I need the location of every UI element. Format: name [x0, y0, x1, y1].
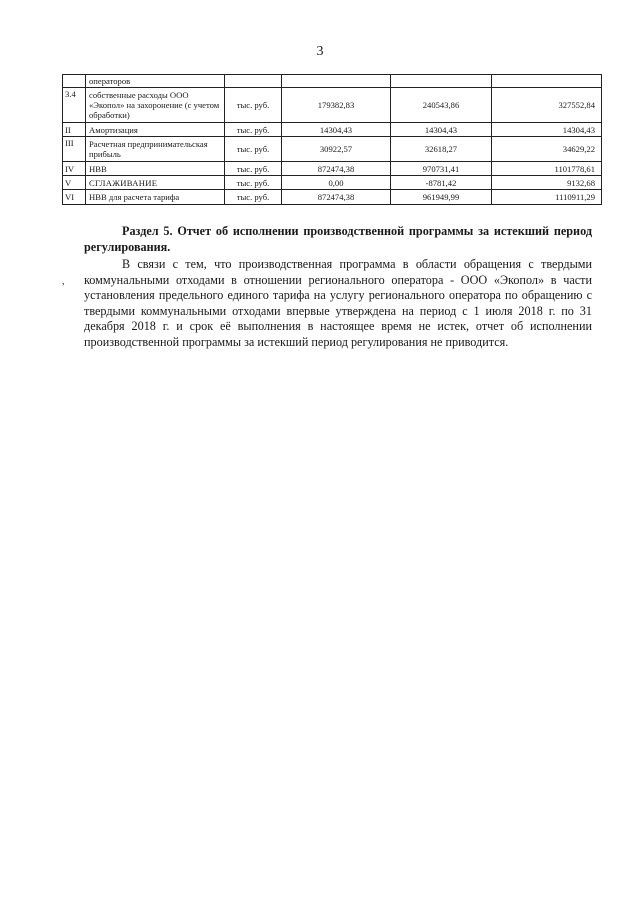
row-unit: тыс. руб.	[225, 162, 282, 176]
row-value-3	[492, 75, 602, 88]
table-row	[63, 137, 602, 162]
row-name: операторов	[86, 75, 225, 88]
row-value-2	[391, 75, 492, 88]
row-name: НВВ	[86, 162, 225, 176]
row-value-1: 872474,38	[282, 162, 391, 176]
row-unit: тыс. руб.	[225, 137, 282, 162]
page-number: 3	[316, 44, 324, 59]
margin-mark: ,	[62, 276, 65, 287]
row-number: V	[63, 176, 86, 190]
row-value-1: 0,00	[282, 176, 391, 190]
row-value-1: 872474,38	[282, 190, 391, 205]
tariff-table	[62, 74, 602, 205]
table-row	[63, 88, 602, 123]
table-row	[63, 176, 602, 190]
section-body: В связи с тем, что производственная программа в области обращения с твердыми коммунальными отходами в отношении регионального оператора - ООО «Экопол» в части установления предельного единого тарифа на услугу регионального оператора по обращению с твердыми коммунальными отходами впервые утверждена на период с 1 июля 2018 г. по 31 декабря 2018 г. и срок её выполнения в настоящее время не истек, отчет об исполнении производственной программы за истекший период регулирования не приводится.	[84, 257, 592, 349]
row-value-1: 30922,57	[282, 137, 391, 162]
row-value-3: 34629,22	[492, 137, 602, 162]
row-value-3: 14304,43	[492, 123, 602, 137]
row-number: III	[63, 137, 86, 162]
row-value-2: 961949,99	[391, 190, 492, 205]
row-value-1: 179382,83	[282, 88, 391, 123]
row-unit: тыс. руб.	[225, 88, 282, 123]
section-heading: Раздел 5. Отчет об исполнении производственной программы за истекший период регулирования.	[84, 224, 592, 254]
row-value-1	[282, 75, 391, 88]
row-name: Расчетная предпринимательская прибыль	[86, 137, 225, 162]
row-value-3: 1110911,29	[492, 190, 602, 205]
row-name: НВВ для расчета тарифа	[86, 190, 225, 205]
table-row	[63, 162, 602, 176]
section-5	[84, 224, 592, 350]
row-name: собственные расходы ООО «Экопол» на захоронение (с учетом обработки)	[86, 88, 225, 123]
row-value-3: 327552,84	[492, 88, 602, 123]
row-unit: тыс. руб.	[225, 123, 282, 137]
row-number: VI	[63, 190, 86, 205]
row-value-2: 32618,27	[391, 137, 492, 162]
row-value-2: 14304,43	[391, 123, 492, 137]
table-row	[63, 123, 602, 137]
row-value-2: -8781,42	[391, 176, 492, 190]
table-row	[63, 75, 602, 88]
row-name: СГЛАЖИВАНИЕ	[86, 176, 225, 190]
row-unit	[225, 75, 282, 88]
row-value-2: 240543,86	[391, 88, 492, 123]
row-value-3: 1101778,61	[492, 162, 602, 176]
row-number: II	[63, 123, 86, 137]
row-number	[63, 75, 86, 88]
row-value-3: 9132,68	[492, 176, 602, 190]
row-number: IV	[63, 162, 86, 176]
row-unit: тыс. руб.	[225, 190, 282, 205]
table-row	[63, 190, 602, 205]
row-value-1: 14304,43	[282, 123, 391, 137]
row-value-2: 970731,41	[391, 162, 492, 176]
row-number: 3.4	[63, 88, 86, 123]
row-name: Амортизация	[86, 123, 225, 137]
row-unit: тыс. руб.	[225, 176, 282, 190]
